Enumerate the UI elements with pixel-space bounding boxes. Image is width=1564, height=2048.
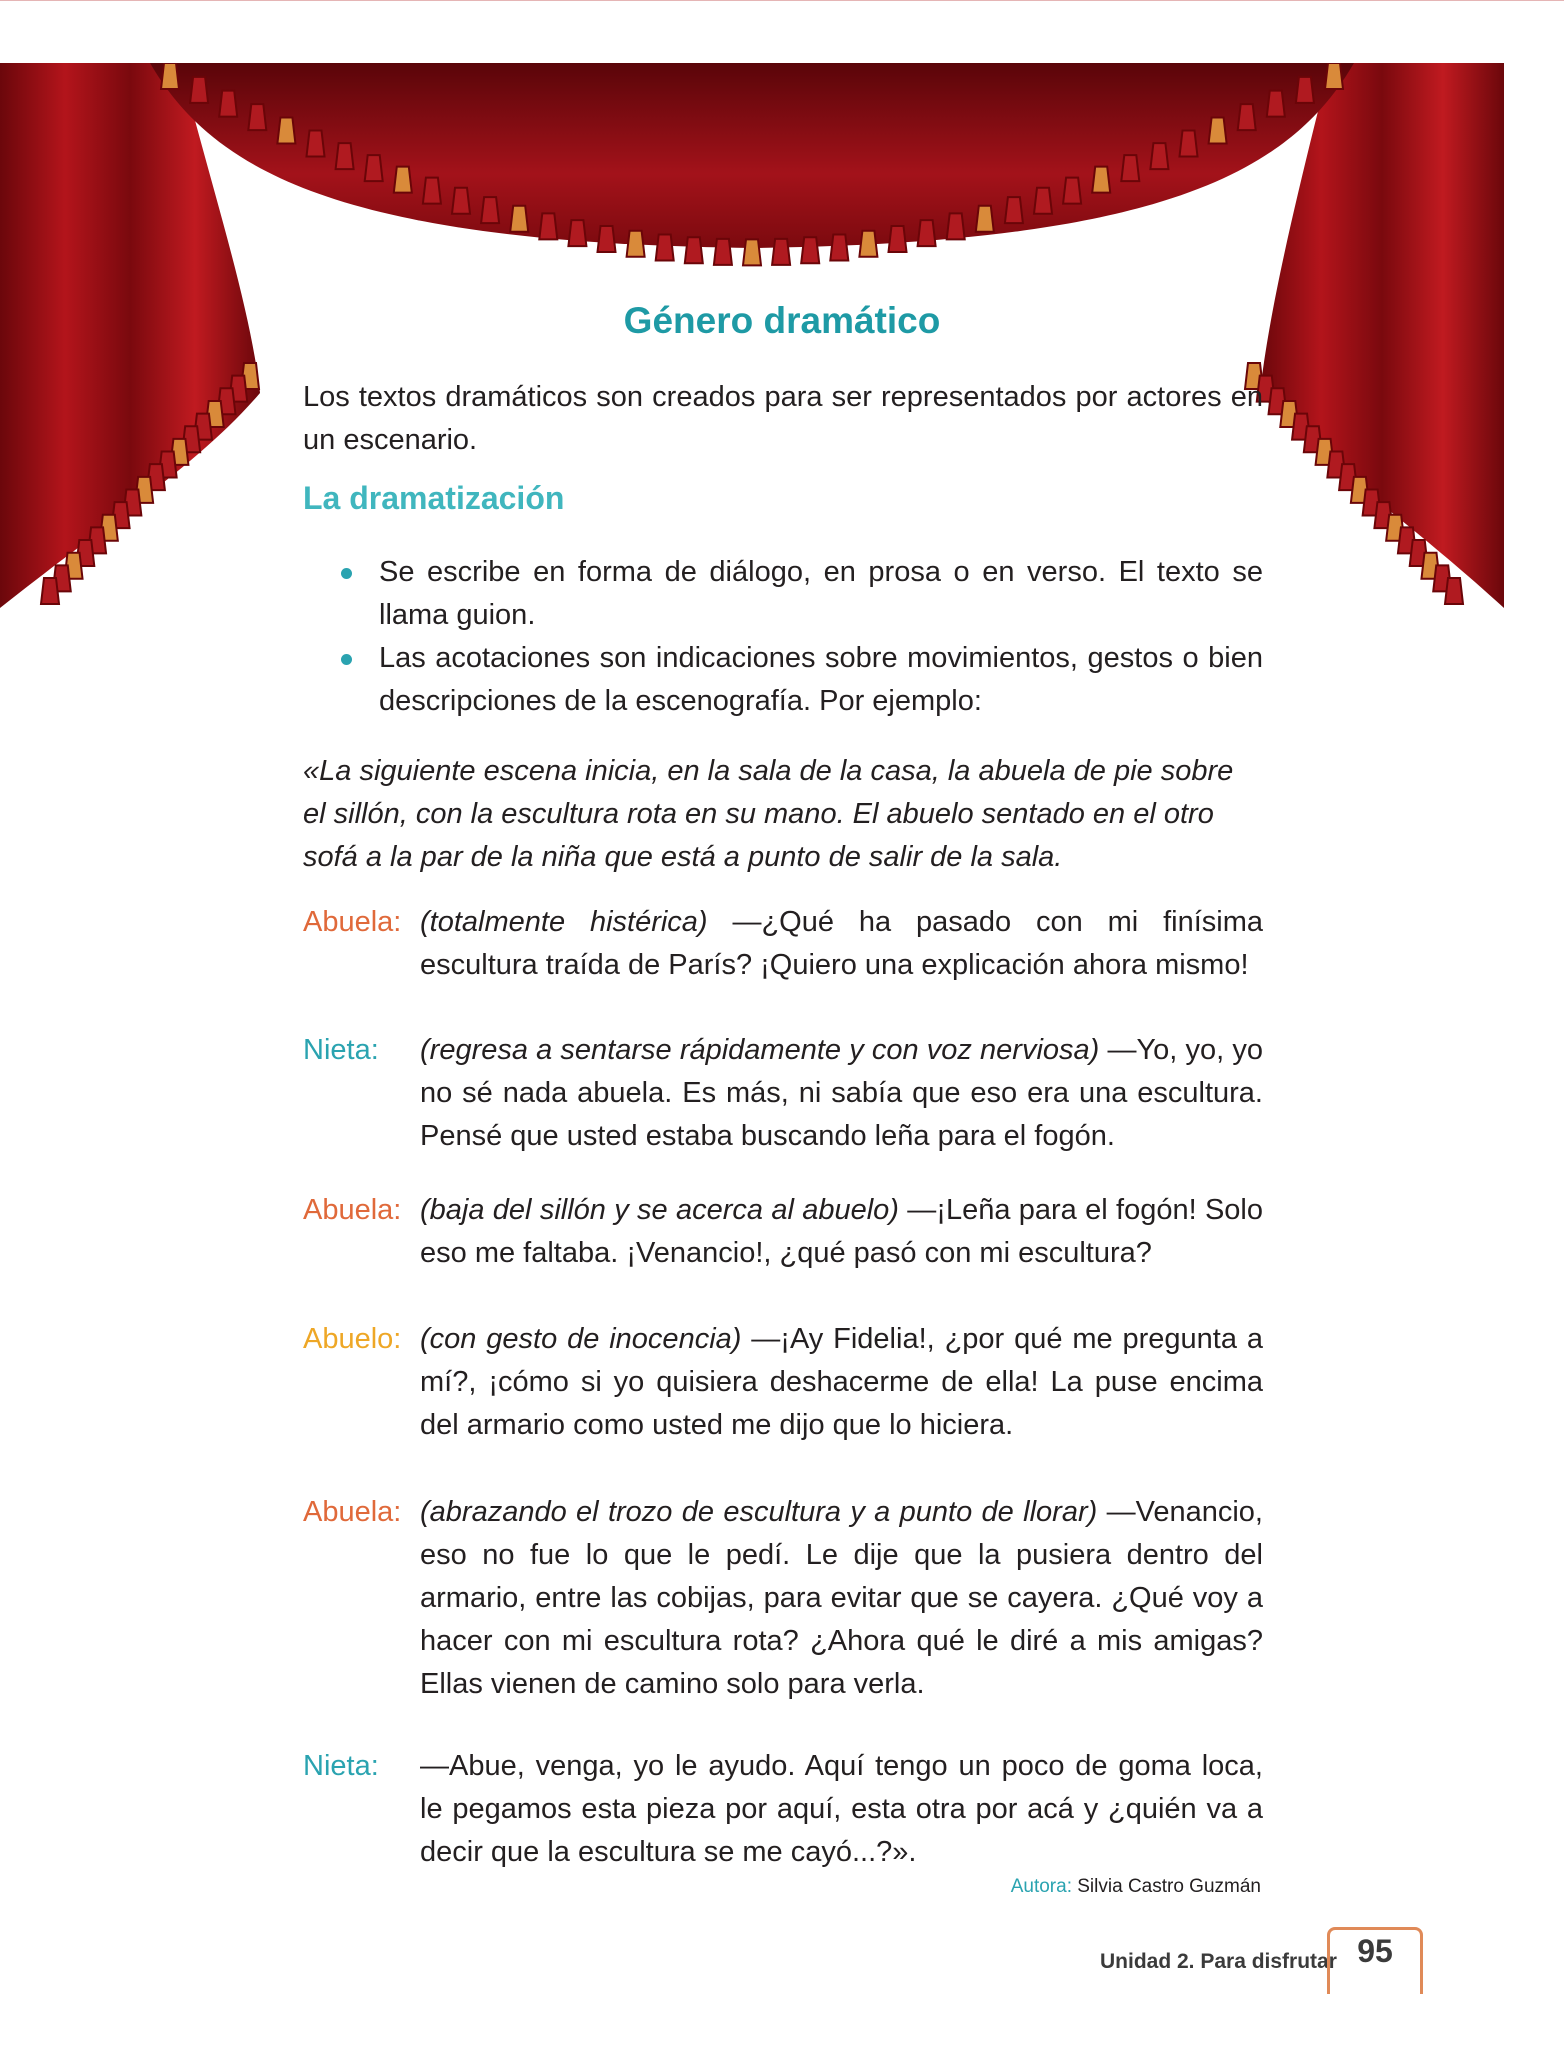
speaker-label: Nieta: xyxy=(303,1034,379,1066)
speech-line: —¿Qué ha pasado con mi finísima escultura traída de París? ¡Quiero una explicación ahora mismo! xyxy=(420,906,1263,981)
dialogue-entry xyxy=(303,1745,1263,1874)
bullet-list xyxy=(303,551,1263,723)
author-name: Silvia Castro Guzmán xyxy=(1071,1876,1261,1897)
speech-text xyxy=(420,1029,1263,1158)
stage-direction: (regresa a sentarse rápidamente y con voz nerviosa) xyxy=(420,1034,1100,1066)
stage-direction: (con gesto de inocencia) xyxy=(420,1323,742,1355)
stage-direction: (totalmente histérica) xyxy=(420,906,708,938)
speech-text xyxy=(420,1491,1263,1706)
bullet-dot-icon xyxy=(341,654,352,665)
section-subtitle: La dramatización xyxy=(303,480,565,516)
speaker-label: Abuela: xyxy=(303,1496,402,1528)
speech-line: —Yo, yo, yo no sé nada abuela. Es más, ni sabía que eso era una escultura. Pensé que usted estaba buscando leña para el fogón. xyxy=(420,1034,1263,1152)
speaker-label: Nieta: xyxy=(303,1750,379,1782)
intro-paragraph: Los textos dramáticos son creados para ser representados por actores en un escenario. xyxy=(303,381,1263,456)
speech-line: —Abue, venga, yo le ayudo. Aquí tengo un poco de goma loca, le pegamos esta pieza por aquí, esta otra por acá y ¿quién va a decir que la escultura se me cayó...?». xyxy=(420,1750,1263,1868)
footer-unit-label: Unidad 2. Para disfrutar xyxy=(1100,1950,1337,1973)
stage-direction: (abrazando el trozo de escultura y a punto de llorar) xyxy=(420,1496,1098,1528)
page-title: Género dramático xyxy=(623,300,941,341)
speech-line: —Venancio, eso no fue lo que le pedí. Le dije que la pusiera dentro del armario, entre las cobijas, para evitar que se cayera. ¿Qué voy a hacer con mi escultura rota? ¿Ahora qué le diré a mis amigas? Ellas vienen de camino solo para verla. xyxy=(420,1496,1263,1700)
author-label: Autora: xyxy=(1010,1876,1072,1897)
page-number: 95 xyxy=(1357,1933,1393,1969)
bullet-item xyxy=(303,551,1263,637)
bullet-dot-icon xyxy=(341,568,352,579)
speaker-label: Abuela: xyxy=(303,1194,402,1226)
speech-text xyxy=(420,1189,1263,1275)
bullet-text: Se escribe en forma de diálogo, en prosa o en verso. El texto se llama guion. xyxy=(379,556,1263,631)
dialogue-entry xyxy=(303,1029,1263,1158)
speech-line: —¡Leña para el fogón! Solo eso me faltaba. ¡Venancio!, ¿qué pasó con mi escultura? xyxy=(420,1194,1263,1269)
bullet-item xyxy=(303,637,1263,723)
speech-text xyxy=(420,1745,1263,1874)
speech-text xyxy=(420,1318,1263,1447)
speech-line: —¡Ay Fidelia!, ¿por qué me pregunta a mí?, ¡cómo si yo quisiera deshacerme de ella! La puse encima del armario como usted me dijo que lo hiciera. xyxy=(420,1323,1263,1441)
speaker-label: Abuela: xyxy=(303,906,402,938)
stage-direction-example: «La siguiente escena inicia, en la sala de la casa, la abuela de pie sobre el sillón, con la escultura rota en su mano. El abuelo sentado en el otro sofá a la par de la niña que está a punto de salir de la sala. xyxy=(303,755,1234,873)
dialogue-entry xyxy=(303,1318,1263,1447)
dialogue-entry xyxy=(303,1491,1263,1706)
author-credit xyxy=(1011,1876,1261,1898)
stage-direction: (baja del sillón y se acerca al abuelo) xyxy=(420,1194,899,1226)
speaker-label: Abuelo: xyxy=(303,1323,402,1355)
dialogue-entry xyxy=(303,901,1263,987)
dialogue-entry xyxy=(303,1189,1263,1275)
bullet-text: Las acotaciones son indicaciones sobre movimientos, gestos o bien descripciones de la escenografía. Por ejemplo: xyxy=(379,642,1263,717)
speech-text xyxy=(420,901,1263,987)
